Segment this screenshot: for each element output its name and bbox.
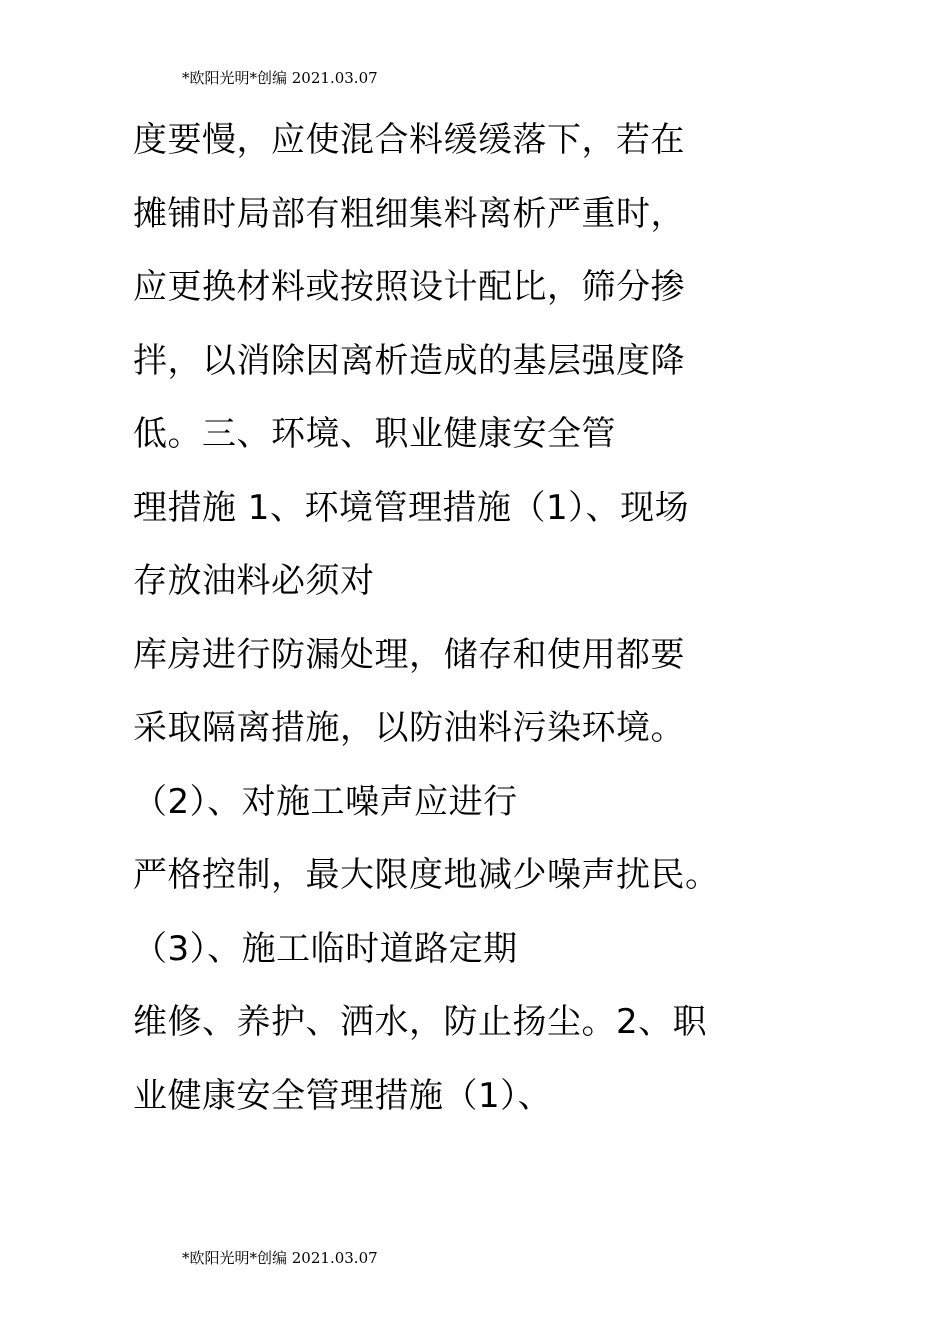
text-line: 存放油料必须对 [133,561,375,601]
page-header: *欧阳光明*创编 2021.03.07 [182,69,378,87]
text-line: 摊铺时局部有粗细集料离析严重时， [133,193,685,234]
text-line: 业健康安全管理措施（1）、 [133,1075,553,1116]
page-footer: *欧阳光明*创编 2021.03.07 [182,1249,378,1267]
text-line: 应更换材料或按照设计配比，筛分掺 [133,267,685,307]
document-body [133,104,833,1133]
text-line: 理措施 1、环境管理措施（1）、现场 [133,487,690,528]
text-line: 维修、养护、洒水，防止扬尘。2、职 [133,1002,708,1042]
text-line: 低。三、环境、职业健康安全管 [133,414,616,454]
text-line: （2）、对施工噪声应进行 [133,781,518,822]
text-line: 严格控制，最大限度地减少噪声扰民。 [133,855,720,895]
text-line: 拌，以消除因离析造成的基层强度降 [133,340,685,381]
text-line: 库房进行防漏处理，储存和使用都要 [133,634,685,675]
text-line: 采取隔离措施，以防油料污染环境。 [133,708,685,748]
text-line: 度要慢，应使混合料缓缓落下，若在 [133,120,685,160]
text-line: （3）、施工临时道路定期 [133,928,518,969]
